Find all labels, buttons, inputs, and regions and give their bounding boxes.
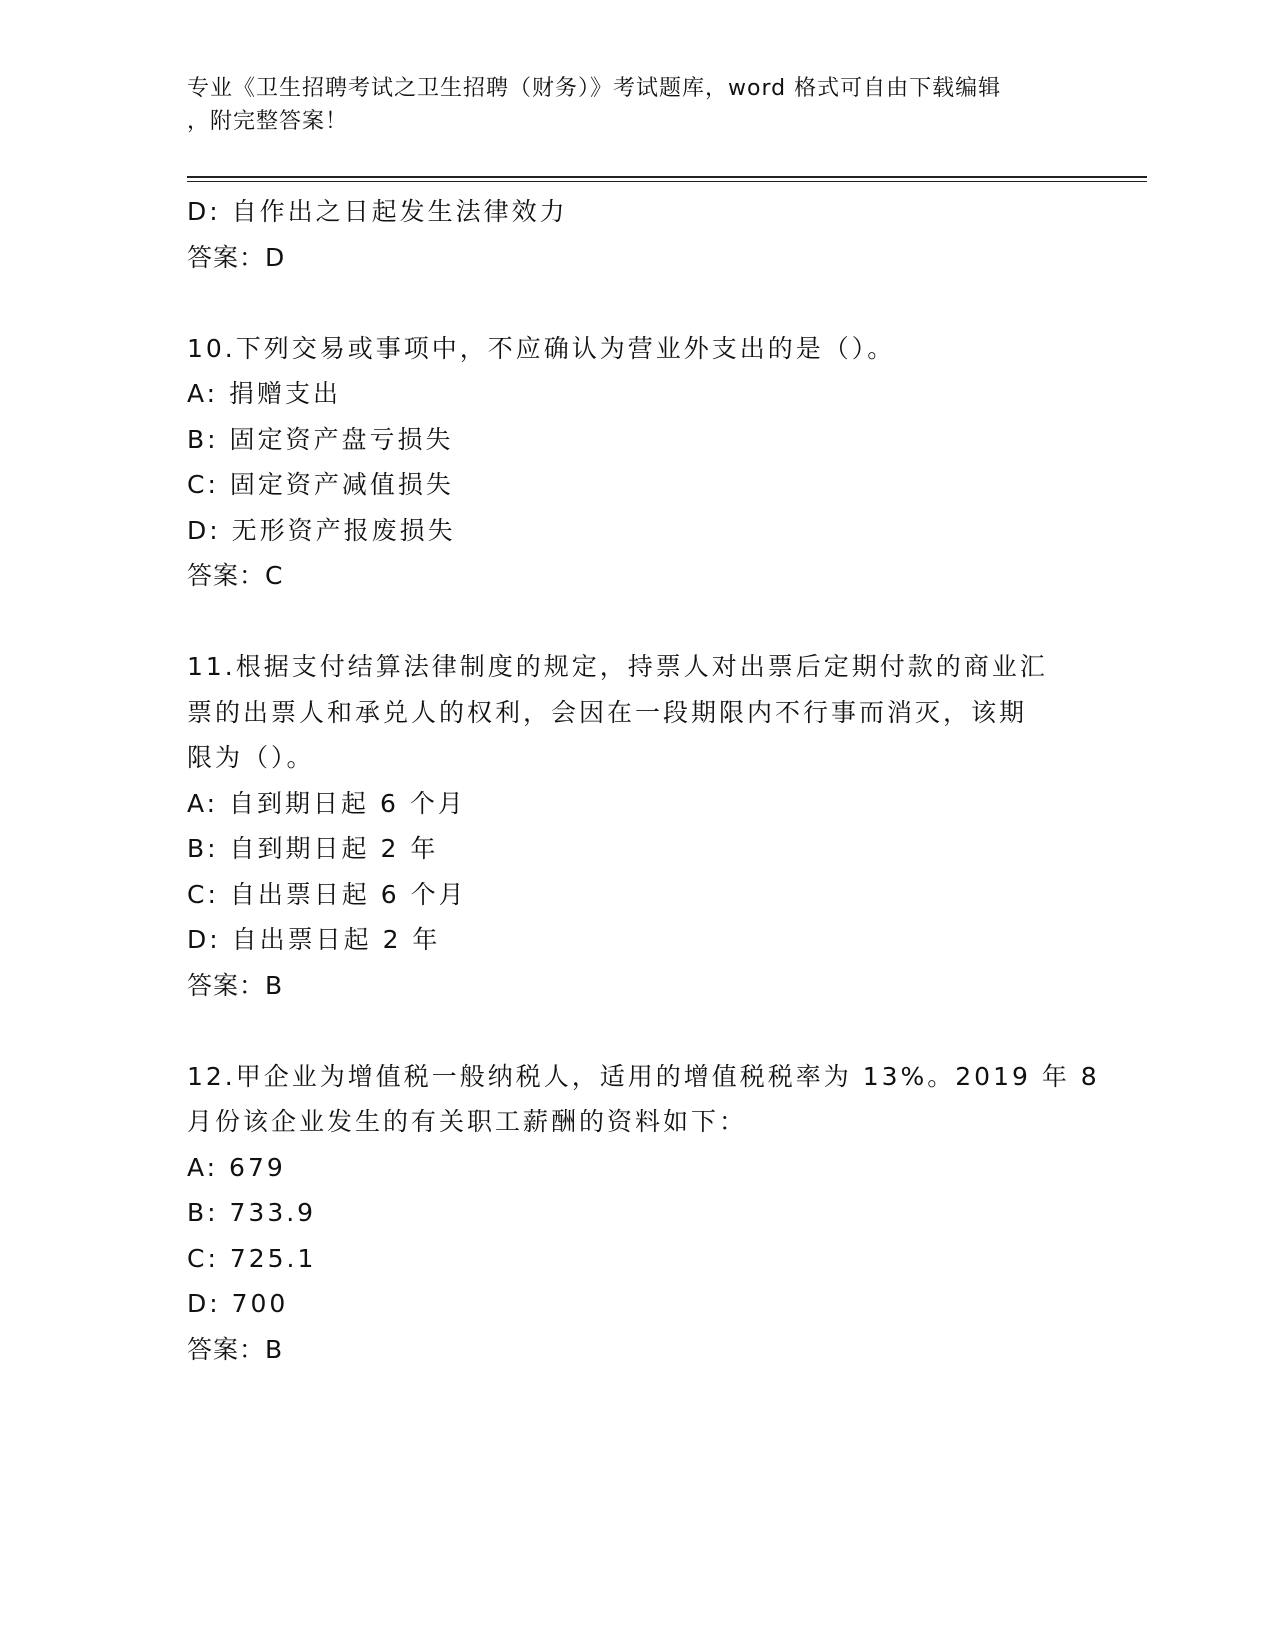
- header-divider-thin: [187, 181, 1147, 182]
- prev-question-answer: 答案：D: [187, 242, 286, 272]
- question-11-option-c: C: 自出票日起 6 个月: [187, 879, 467, 909]
- question-12-option-a: A: 679: [187, 1152, 286, 1182]
- question-10-answer: 答案：C: [187, 561, 284, 590]
- question-12-stem-line-2: 月份该企业发生的有关职工薪酬的资料如下：: [187, 1107, 748, 1136]
- question-12-option-c: C: 725.1: [187, 1243, 317, 1273]
- question-content: [187, 189, 1100, 1372]
- question-12-stem-line-1: 12.甲企业为增值税一般纳税人，适用的增值税税率为 13%。2019 年 8: [187, 1061, 1100, 1091]
- question-10-option-a: A: 捐赠支出: [187, 379, 342, 408]
- question-12: [187, 1054, 1100, 1373]
- question-12-option-b: B: 733.9: [187, 1198, 317, 1227]
- spacer: [187, 280, 1087, 326]
- question-11-option-d: D: 自出票日起 2 年: [187, 925, 441, 954]
- header-line-2: ，附完整答案！: [187, 109, 349, 134]
- prev-question-option-d: D: 自作出之日起发生法律效力: [187, 197, 568, 226]
- spacer: [187, 1008, 1087, 1054]
- question-10-option-b: B: 固定资产盘亏损失: [187, 424, 454, 454]
- question-11-stem-line-1: 11.根据支付结算法律制度的规定，持票人对出票后定期付款的商业汇: [187, 652, 1048, 681]
- question-11-option-a: A: 自到期日起 6 个月: [187, 788, 466, 818]
- question-11-stem-line-2: 票的出票人和承兑人的权利，会因在一段期限内不行事而消灭，该期: [187, 697, 1028, 727]
- question-11: [187, 644, 1087, 1008]
- question-12-answer: 答案：B: [187, 1334, 284, 1364]
- question-10-option-d: D: 无形资产报废损失: [187, 515, 456, 545]
- header-divider-thick: [187, 176, 1147, 178]
- question-10-stem: 10.下列交易或事项中，不应确认为营业外支出的是（）。: [187, 333, 896, 363]
- question-11-stem-line-3: 限为（）。: [187, 743, 315, 772]
- document-header: [187, 72, 1067, 138]
- question-11-answer: 答案：B: [187, 970, 284, 1000]
- question-10-option-c: C: 固定资产减值损失: [187, 470, 454, 499]
- question-12-option-d: D: 700: [187, 1289, 289, 1318]
- question-10: [187, 326, 1087, 599]
- header-line-1: 专业《卫生招聘考试之卫生招聘（财务）》考试题库，word 格式可自由下载编辑: [187, 76, 1002, 101]
- spacer: [187, 599, 1087, 645]
- question-11-option-b: B: 自到期日起 2 年: [187, 834, 439, 863]
